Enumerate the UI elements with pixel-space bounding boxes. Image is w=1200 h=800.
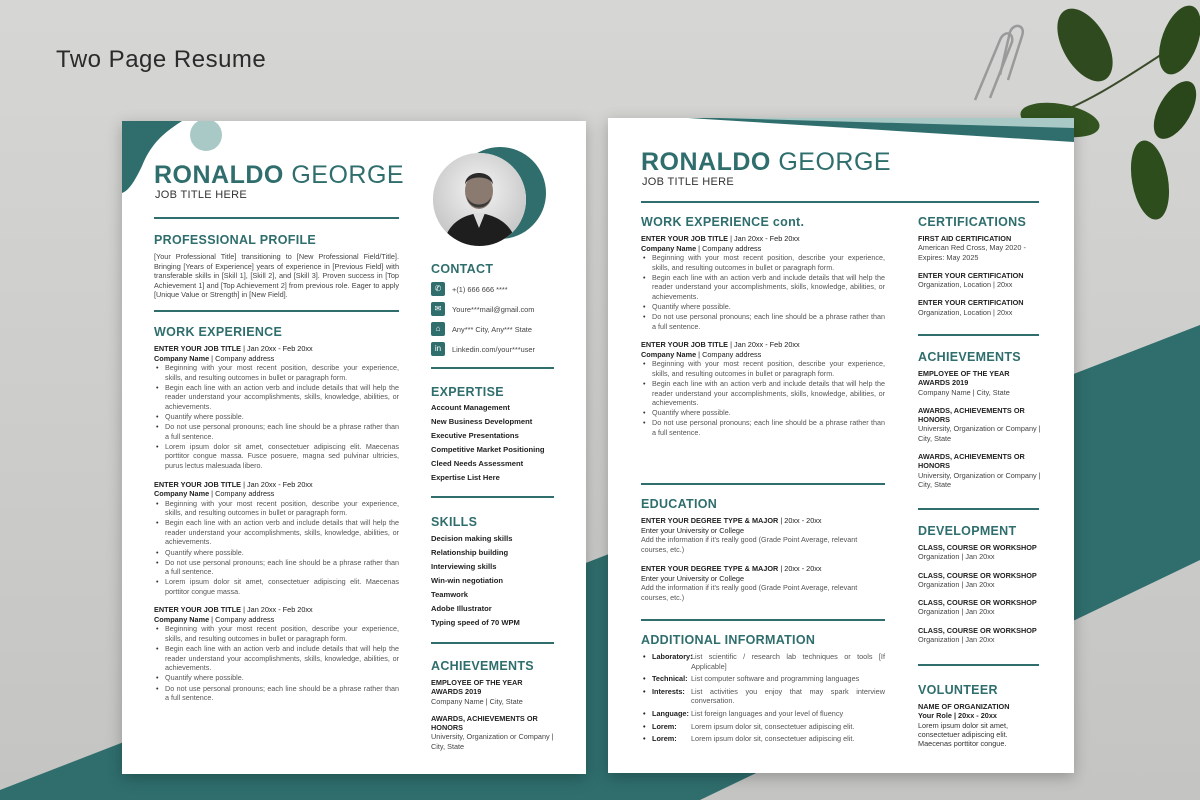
additional-info-value: Lorem ipsum dolor sit, consectetuer adipiscing elit. <box>691 734 855 744</box>
company-name: Company Name <box>154 614 210 624</box>
job-bullet: • Begin each line with an action verb and include details that will help the reader understand your accomplishments, skills, knowledge, abilities, or achievements. <box>154 644 399 673</box>
additional-info-key: • Language: <box>641 709 691 719</box>
contact-row <box>431 302 534 316</box>
company-address: | Company address <box>696 349 762 359</box>
job-title-line <box>641 340 885 350</box>
additional-info-value: List scientific / research lab techniques or tools [If Applicable] <box>691 652 885 671</box>
candidate-name <box>154 161 404 190</box>
divider <box>918 508 1039 510</box>
divider <box>154 310 399 312</box>
volunteer-role: Your Role | 20xx - 20xx <box>918 711 997 721</box>
job-title: ENTER YOUR JOB TITLE <box>641 340 729 350</box>
job-entry <box>154 480 399 597</box>
last-name: GEORGE <box>778 148 892 176</box>
candidate-name <box>641 148 891 177</box>
certification <box>918 298 1043 317</box>
company-name: Company Name <box>154 353 210 363</box>
additional-info-row <box>641 687 885 706</box>
development-item-subtitle: Organization | Jan 20xx <box>918 635 995 645</box>
company-address: | Company address <box>209 614 275 624</box>
achievements-heading: ACHIEVEMENTS <box>918 350 1021 364</box>
development-item-subtitle: Organization | Jan 20xx <box>918 579 995 589</box>
job-bullet: • Begin each line with an action verb and include details that will help the reader understand your accomplishments, skills, knowledge, abilities, or achievements. <box>641 379 885 408</box>
job-bullet: • Do not use personal pronouns; each line should be a phrase rather than a full sentence. <box>641 312 885 331</box>
additional-info-row <box>641 674 885 684</box>
divider <box>641 483 885 485</box>
job-bullet: • Lorem ipsum dolor sit amet, consectetuer adipiscing elit. Maecenas porttitor congue massa. Fusce posuere, magna sed pulvinar ultricies, purus lectus malesuada libero. <box>154 442 399 471</box>
education-note: Add the information if it's really good (Grade Point Average, relevant courses, etc.) <box>641 583 858 602</box>
achievement-subtitle: Company Name | City, State <box>918 387 1010 397</box>
additional-info-row <box>641 722 885 732</box>
job-title: ENTER YOUR JOB TITLE <box>154 479 242 489</box>
expertise-item: Expertise List Here <box>431 473 500 482</box>
certification <box>918 271 1043 290</box>
expertise-item: New Business Development <box>431 417 533 426</box>
job-dates: | Jan 20xx - Feb 20xx <box>728 234 800 243</box>
volunteer-description: Lorem ipsum dolor sit amet, consectetuer adipiscing elit. Maecenas porttitor congue. <box>918 720 1009 749</box>
divider <box>641 619 885 621</box>
job-bullet: • Begin each line with an action verb and include details that will help the reader understand your accomplishments, skills, knowledge, abilities, or achievements. <box>641 273 885 302</box>
job-title-line <box>154 344 399 354</box>
first-name: RONALDO <box>154 161 284 189</box>
expertise-item: Cleed Needs Assessment <box>431 459 524 468</box>
job-bullet: • Quantify where possible. <box>641 408 885 418</box>
skill-item: Win-win negotiation <box>431 576 504 585</box>
skill-item: Relationship building <box>431 548 509 557</box>
additional-info-key: • Interests: <box>641 687 691 706</box>
job-bullet: • Beginning with your most recent position, describe your experience, skills, and resulting outcomes in bullet or paragraph form. <box>154 363 399 382</box>
development-item <box>918 571 1043 590</box>
job-title: ENTER YOUR JOB TITLE <box>641 234 729 243</box>
certification-title: ENTER YOUR CERTIFICATION <box>918 298 1024 308</box>
skill-item: Teamwork <box>431 590 468 599</box>
job-bullets <box>641 359 885 437</box>
divider <box>918 664 1039 666</box>
expertise-item: Competitive Market Positioning <box>431 445 545 454</box>
achievement <box>431 678 556 706</box>
last-name: GEORGE <box>291 161 405 189</box>
achievement-title: EMPLOYEE OF THE YEAR AWARDS 2019 <box>918 369 1010 388</box>
additional-info-value: List activities you enjoy that may spark interview conversation. <box>691 686 885 706</box>
contact-text: Linkedin.com/your***user <box>452 344 535 354</box>
resume-page-2 <box>608 118 1074 773</box>
additional-info-key: • Technical: <box>641 674 691 684</box>
job-bullets <box>154 363 399 471</box>
divider <box>431 367 554 369</box>
company-address: | Company address <box>209 353 275 363</box>
achievement-subtitle: University, Organization or Company | City, State <box>918 470 1041 489</box>
job-bullet: • Quantify where possible. <box>154 673 399 683</box>
job-bullet: • Begin each line with an action verb and include details that will help the reader understand your accomplishments, skills, knowledge, abilities, or achievements. <box>154 383 399 412</box>
company-line <box>154 354 399 364</box>
job-bullet: • Do not use personal pronouns; each line should be a phrase rather than a full sentence. <box>154 558 399 577</box>
divider <box>431 642 554 644</box>
development-item-subtitle: Organization | Jan 20xx <box>918 552 995 562</box>
school: Enter your University or College <box>641 573 745 583</box>
certification-subtitle: Organization, Location | 20xx <box>918 280 1013 290</box>
job-bullets <box>154 624 399 702</box>
expertise-item: Account Management <box>431 403 510 412</box>
development-list <box>918 543 1043 653</box>
achievement-subtitle: Company Name | City, State <box>431 696 523 706</box>
expertise-item: Executive Presentations <box>431 431 519 440</box>
achievement <box>918 369 1043 397</box>
achievement-title: AWARDS, ACHIEVEMENTS OR HONORS <box>918 405 1025 425</box>
achievements-list <box>431 678 556 759</box>
profile-text: [Your Professional Title] transitioning to [New Professional Field/Title]. Bringing [Years of Experience] years of experience in [Previous Field] with transferable skills in [Skill 1], [Skill 2], and [Skill 3]. Proven success in [Top Achievement 1] and [Top Achievement 2] from previous role. Eager to apply [Unique Value or Strength] in [New Field]. <box>154 252 399 300</box>
certification-subtitle: American Red Cross, May 2020 - Expires: May 2025 <box>918 243 1026 262</box>
contact-text: Any*** City, Any*** State <box>452 324 532 334</box>
job-bullet: • Quantify where possible. <box>154 412 399 422</box>
additional-info-list <box>641 652 885 747</box>
achievement-title: AWARDS, ACHIEVEMENTS OR HONORS <box>918 452 1025 471</box>
divider <box>918 334 1039 336</box>
additional-info-value: List computer software and programming languages <box>691 674 860 684</box>
achievement-title: EMPLOYEE OF THE YEAR AWARDS 2019 <box>431 678 523 697</box>
achievement-title: AWARDS, ACHIEVEMENTS OR HONORS <box>431 713 538 733</box>
degree: ENTER YOUR DEGREE TYPE & MAJOR <box>641 516 779 525</box>
contact-text: +(1) 666 666 **** <box>452 284 508 294</box>
job-title: JOB TITLE HERE <box>642 176 735 188</box>
volunteer-org: NAME OF ORGANIZATION <box>918 702 1010 711</box>
job-bullet: • Quantify where possible. <box>641 302 885 312</box>
additional-info-value: Lorem ipsum dolor sit, consectetuer adipiscing elit. <box>691 721 855 731</box>
skill-item: Adobe Illustrator <box>431 604 492 613</box>
development-item <box>918 543 1043 562</box>
development-item-title: CLASS, COURSE OR WORKSHOP <box>918 598 1037 608</box>
development-item-title: CLASS, COURSE OR WORKSHOP <box>918 543 1037 552</box>
job-dates: | Jan 20xx - Feb 20xx <box>241 605 313 615</box>
job-dates: | Jan 20xx - Feb 20xx <box>728 340 800 350</box>
company-address: | Company address <box>696 243 762 253</box>
certifications-heading: CERTIFICATIONS <box>918 215 1027 229</box>
divider <box>641 201 1039 203</box>
volunteer-entry <box>918 702 1043 748</box>
job-bullets <box>154 499 399 597</box>
paperclip-icon <box>975 26 1023 100</box>
skill-item: Interviewing skills <box>431 562 497 571</box>
job-bullet: • Do not use personal pronouns; each line should be a phrase rather than a full sentence. <box>154 684 399 703</box>
certification-subtitle: Organization, Location | 20xx <box>918 307 1013 317</box>
contact-heading: CONTACT <box>431 262 494 276</box>
job-bullet: • Beginning with your most recent position, describe your experience, skills, and resulting outcomes in bullet or paragraph form. <box>641 253 885 272</box>
banner-title: Two Page Resume <box>56 46 267 73</box>
development-heading: DEVELOPMENT <box>918 524 1017 538</box>
company-name: Company Name <box>641 349 697 359</box>
achievements-list <box>918 369 1043 498</box>
degree-dates: | 20xx - 20xx <box>778 564 822 574</box>
profile-heading: PROFESSIONAL PROFILE <box>154 233 317 247</box>
job-entry <box>641 234 885 331</box>
job-title-line <box>154 480 399 490</box>
certifications-list <box>918 234 1043 326</box>
additional-info-row <box>641 709 885 719</box>
certification-title: FIRST AID CERTIFICATION <box>918 234 1012 243</box>
profile-photo <box>433 153 526 246</box>
job-bullet: • Begin each line with an action verb and include details that will help the reader understand your accomplishments, skills, knowledge, abilities, or achievements. <box>154 518 399 547</box>
job-bullet: • Quantify where possible. <box>154 548 399 558</box>
additional-info-key: • Lorem: <box>641 734 691 744</box>
skills-heading: SKILLS <box>431 515 478 529</box>
additional-info-row <box>641 652 885 671</box>
work-experience-heading: WORK EXPERIENCE <box>154 325 283 339</box>
company-name: Company Name <box>641 243 697 253</box>
header-stripe-decoration <box>608 118 1074 148</box>
job-bullet: • Beginning with your most recent position, describe your experience, skills, and resulting outcomes in bullet or paragraph form. <box>154 624 399 643</box>
divider <box>154 217 399 219</box>
degree: ENTER YOUR DEGREE TYPE & MAJOR <box>641 564 779 574</box>
skills-list <box>431 532 520 630</box>
development-item-title: CLASS, COURSE OR WORKSHOP <box>918 570 1037 580</box>
job-bullet: • Beginning with your most recent position, describe your experience, skills, and resulting outcomes in bullet or paragraph form. <box>154 499 399 518</box>
work-experience-list <box>641 234 885 447</box>
achievement <box>918 452 1043 489</box>
work-experience-list <box>154 344 399 712</box>
company-name: Company Name <box>154 489 210 499</box>
additional-info-heading: ADDITIONAL INFORMATION <box>641 633 816 647</box>
education-note: Add the information if it's really good (Grade Point Average, relevant courses, etc.) <box>641 535 858 554</box>
achievements-heading: ACHIEVEMENTS <box>431 659 534 673</box>
education-entry <box>641 564 885 602</box>
job-bullet: • Lorem ipsum dolor sit amet, consectetuer adipiscing elit. Maecenas porttitor congue massa. <box>154 577 399 596</box>
job-title: ENTER YOUR JOB TITLE <box>154 344 242 353</box>
company-line <box>641 244 885 254</box>
job-entry <box>154 344 399 471</box>
certification-title: ENTER YOUR CERTIFICATION <box>918 270 1024 280</box>
additional-info-value: List foreign languages and your level of fluency <box>691 708 844 718</box>
development-item <box>918 626 1043 645</box>
email-icon: ✉ <box>431 302 445 316</box>
achievement-subtitle: University, Organization or Company | City, State <box>431 732 554 751</box>
degree-line <box>641 564 885 574</box>
resume-page-1 <box>122 121 586 774</box>
company-line <box>154 489 399 499</box>
phone-icon: ✆ <box>431 282 445 296</box>
contact-row <box>431 342 535 356</box>
achievement-subtitle: University, Organization or Company | City, State <box>918 424 1041 443</box>
education-heading: EDUCATION <box>641 497 718 511</box>
contact-row <box>431 322 532 336</box>
job-bullet: • Do not use personal pronouns; each line should be a phrase rather than a full sentence. <box>641 418 885 437</box>
work-experience-cont-heading: WORK EXPERIENCE cont. <box>641 215 805 229</box>
job-bullet: • Do not use personal pronouns; each line should be a phrase rather than a full sentence. <box>154 422 399 441</box>
contact-text: Youre***mail@gmail.com <box>452 304 535 314</box>
development-item <box>918 598 1043 617</box>
achievement <box>431 714 556 751</box>
degree-line <box>641 516 885 526</box>
job-bullet: • Beginning with your most recent position, describe your experience, skills, and resulting outcomes in bullet or paragraph form. <box>641 359 885 378</box>
job-dates: | Jan 20xx - Feb 20xx <box>241 344 313 353</box>
divider <box>431 496 554 498</box>
school: Enter your University or College <box>641 525 745 535</box>
company-address: | Company address <box>209 489 275 499</box>
job-title-line <box>641 234 885 244</box>
expertise-heading: EXPERTISE <box>431 385 504 399</box>
linkedin-icon: in <box>431 342 445 356</box>
contact-row <box>431 282 508 296</box>
skill-item: Typing speed of 70 WPM <box>431 618 520 627</box>
job-bullets <box>641 253 885 331</box>
first-name: RONALDO <box>641 148 771 176</box>
certification <box>918 234 1043 262</box>
volunteer-heading: VOLUNTEER <box>918 683 998 697</box>
job-title: ENTER YOUR JOB TITLE <box>154 605 242 615</box>
additional-info-key: • Lorem: <box>641 722 691 732</box>
location-icon: ⌂ <box>431 322 445 336</box>
company-line <box>154 615 399 625</box>
achievement <box>918 406 1043 443</box>
skill-item: Decision making skills <box>431 534 513 543</box>
education-list <box>641 516 885 612</box>
additional-info-row <box>641 734 885 744</box>
education-entry <box>641 516 885 554</box>
job-entry <box>154 605 399 702</box>
development-item-subtitle: Organization | Jan 20xx <box>918 607 995 617</box>
job-entry <box>641 340 885 437</box>
company-line <box>641 350 885 360</box>
job-dates: | Jan 20xx - Feb 20xx <box>241 479 313 489</box>
job-title: JOB TITLE HERE <box>155 189 248 201</box>
expertise-list <box>431 401 545 485</box>
degree-dates: | 20xx - 20xx <box>778 516 822 525</box>
additional-info-key: • Laboratory: <box>641 652 691 671</box>
job-title-line <box>154 605 399 615</box>
development-item-title: CLASS, COURSE OR WORKSHOP <box>918 625 1037 635</box>
